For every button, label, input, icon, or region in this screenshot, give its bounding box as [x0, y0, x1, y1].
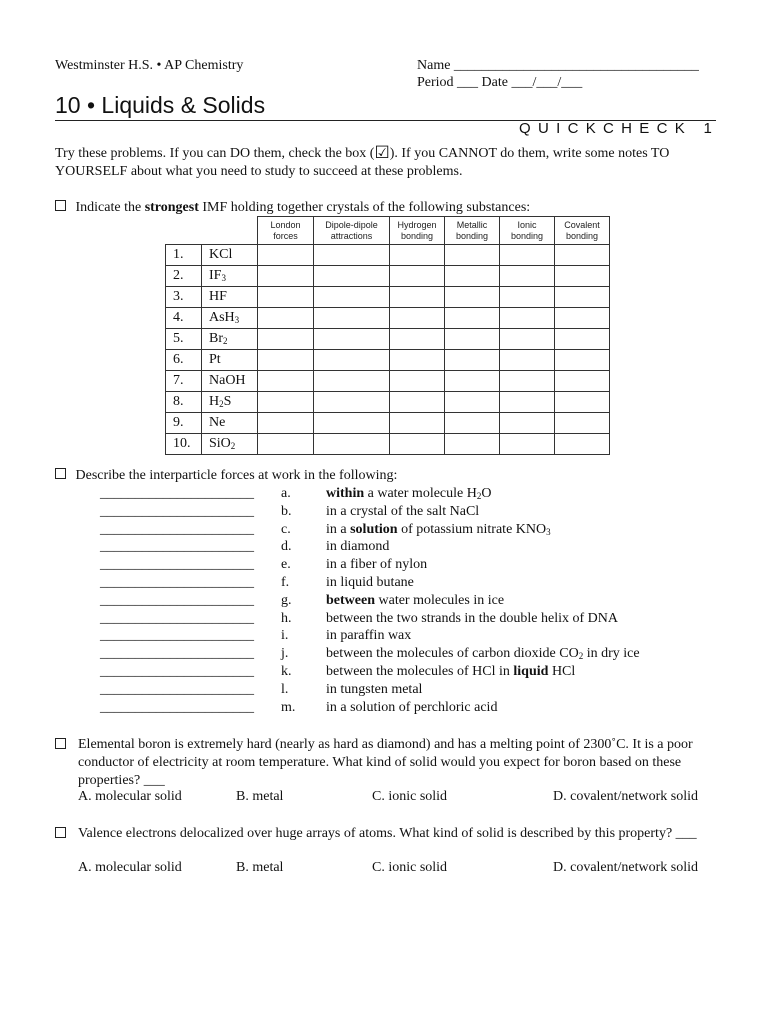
- answer-blank[interactable]: ______________________: [100, 699, 254, 715]
- row-number: 5.: [166, 329, 202, 350]
- name-field-line[interactable]: Name ___________________________________: [417, 58, 699, 73]
- row-number: 6.: [166, 350, 202, 371]
- row-number: 10.: [166, 434, 202, 455]
- substance-formula: Pt: [202, 350, 258, 371]
- answer-cell[interactable]: [555, 392, 610, 413]
- answer-cell[interactable]: [500, 308, 555, 329]
- row-number: 4.: [166, 308, 202, 329]
- col-header-dipole: Dipole-dipole attractions: [314, 217, 390, 245]
- answer-cell[interactable]: [258, 350, 314, 371]
- table-row: [166, 434, 610, 455]
- answer-cell[interactable]: [555, 245, 610, 266]
- q1-checkbox[interactable]: [55, 200, 66, 211]
- instructions-part2: ). If you CANNOT do them, write some notes TO YOURSELF about what you need to study to succeed at these problems.: [55, 146, 670, 179]
- question-1: [55, 200, 530, 216]
- item-letter: d.: [281, 539, 292, 555]
- answer-cell[interactable]: [314, 371, 390, 392]
- answer-cell[interactable]: [500, 329, 555, 350]
- table-row: [166, 266, 610, 287]
- answer-cell[interactable]: [390, 329, 445, 350]
- answer-blank[interactable]: ______________________: [100, 503, 254, 519]
- table-row: [166, 329, 610, 350]
- substance-formula: $Br_2$: [202, 329, 258, 350]
- q3-checkbox[interactable]: [55, 738, 66, 749]
- answer-cell[interactable]: [390, 245, 445, 266]
- q3-checkbox-wrap: [55, 738, 66, 754]
- table-row: [166, 371, 610, 392]
- answer-cell[interactable]: [314, 329, 390, 350]
- answer-cell[interactable]: [445, 329, 500, 350]
- substance-formula: KCl: [202, 245, 258, 266]
- answer-cell[interactable]: [390, 350, 445, 371]
- answer-cell[interactable]: [258, 287, 314, 308]
- item-text: in diamond: [326, 539, 390, 555]
- table-row: [166, 287, 610, 308]
- answer-cell[interactable]: [500, 287, 555, 308]
- substance-formula: SiO$_2$: [202, 434, 258, 455]
- answer-cell[interactable]: [445, 392, 500, 413]
- table-row: [166, 413, 610, 434]
- col-header-hydrogen: Hydrogen bonding: [390, 217, 445, 245]
- answer-blank[interactable]: ______________________: [100, 486, 254, 501]
- answer-cell[interactable]: [258, 413, 314, 434]
- checked-box-icon: ☑: [374, 143, 390, 162]
- q1-bold: strongest: [144, 200, 199, 215]
- answer-blank[interactable]: ______________________: [100, 610, 254, 626]
- answer-blank[interactable]: ______________________: [100, 539, 254, 555]
- item-letter: i.: [281, 628, 289, 644]
- answer-cell[interactable]: [555, 329, 610, 350]
- question-2: [55, 468, 397, 484]
- item-letter: e.: [281, 557, 291, 573]
- table-row: [166, 350, 610, 371]
- q4-option-d[interactable]: D. covalent/network solid: [553, 860, 699, 875]
- substance-formula: $IF_3$: [202, 266, 258, 287]
- item-letter: c.: [281, 521, 291, 537]
- item-text: in a solution of potassium nitrate $KNO_3$: [326, 521, 551, 537]
- answer-cell[interactable]: [314, 308, 390, 329]
- answer-cell[interactable]: [258, 245, 314, 266]
- row-number: 1.: [166, 245, 202, 266]
- answer-cell[interactable]: [555, 434, 610, 455]
- answer-cell[interactable]: [258, 392, 314, 413]
- answer-blank[interactable]: ______________________: [100, 681, 254, 697]
- table-row: [166, 245, 610, 266]
- answer-cell[interactable]: [390, 434, 445, 455]
- answer-blank[interactable]: ______________________: [100, 592, 254, 608]
- row-number: 3.: [166, 287, 202, 308]
- answer-cell[interactable]: [390, 266, 445, 287]
- quickcheck-label: QUICKCHECK 1: [519, 120, 720, 137]
- answer-cell[interactable]: [314, 434, 390, 455]
- q4-checkbox[interactable]: [55, 827, 66, 838]
- period-date-line[interactable]: Period ___ Date ___/___/___: [417, 75, 583, 90]
- answer-cell[interactable]: [555, 413, 610, 434]
- item-text: in paraffin wax: [326, 628, 412, 644]
- answer-cell[interactable]: [390, 308, 445, 329]
- answer-cell[interactable]: [390, 371, 445, 392]
- answer-cell[interactable]: [500, 434, 555, 455]
- substance-formula: AsH$_3$: [202, 308, 258, 329]
- substance-formula: $H_2S$: [202, 392, 258, 413]
- answer-cell[interactable]: [555, 287, 610, 308]
- answer-cell[interactable]: [445, 413, 500, 434]
- col-header-london: London forces: [258, 217, 314, 245]
- answer-cell[interactable]: [500, 266, 555, 287]
- q4-option-c[interactable]: C. ionic solid: [372, 860, 448, 875]
- answer-cell[interactable]: [445, 350, 500, 371]
- q4-option-b[interactable]: B. metal: [236, 860, 284, 875]
- substance-formula: NaOH: [202, 371, 258, 392]
- answer-blank[interactable]: ______________________: [100, 646, 254, 662]
- answer-blank[interactable]: ______________________: [100, 575, 254, 590]
- item-text: in tungsten metal: [326, 681, 423, 697]
- answer-cell[interactable]: [258, 434, 314, 455]
- q3-option-c[interactable]: C. ionic solid: [372, 789, 448, 804]
- answer-cell[interactable]: [445, 371, 500, 392]
- answer-cell[interactable]: [445, 266, 500, 287]
- item-letter: a.: [281, 486, 291, 501]
- col-header-ionic: Ionic bonding: [500, 217, 555, 245]
- instructions: [55, 145, 720, 181]
- answer-blank[interactable]: ______________________: [100, 664, 254, 679]
- answer-cell[interactable]: [314, 245, 390, 266]
- item-letter: f.: [281, 575, 290, 590]
- answer-cell[interactable]: [555, 308, 610, 329]
- answer-cell[interactable]: [258, 371, 314, 392]
- q1-suffix: IMF holding together crystals of the following substances:: [198, 200, 531, 215]
- answer-cell[interactable]: [390, 392, 445, 413]
- col-header-covalent: Covalent bonding: [555, 217, 610, 245]
- answer-cell[interactable]: [445, 287, 500, 308]
- table-row: [166, 308, 610, 329]
- answer-cell[interactable]: [500, 350, 555, 371]
- row-number: 7.: [166, 371, 202, 392]
- item-text: in a crystal of the salt NaCl: [326, 503, 480, 519]
- answer-cell[interactable]: [258, 266, 314, 287]
- item-text: in a fiber of nylon: [326, 557, 428, 573]
- answer-cell[interactable]: [445, 308, 500, 329]
- item-letter: h.: [281, 610, 292, 626]
- answer-cell[interactable]: [555, 371, 610, 392]
- substance-formula: HF: [202, 287, 258, 308]
- row-number: 9.: [166, 413, 202, 434]
- q3-option-a[interactable]: A. molecular solid: [78, 789, 182, 804]
- item-text: between the molecules of HCl in liquid HCl: [326, 664, 576, 679]
- col-header-metallic: Metallic bonding: [445, 217, 500, 245]
- substance-formula: Ne: [202, 413, 258, 434]
- q2-text: Describe the interparticle forces at work in the following:: [75, 468, 398, 483]
- page-title: 10 • Liquids & Solids: [55, 92, 266, 118]
- item-text: within a water molecule $H_2O$: [326, 486, 492, 501]
- item-letter: l.: [281, 681, 289, 697]
- q3-text: Elemental boron is extremely hard (nearly as hard as diamond) and has a melting point of 2300˚C. It is a poor conductor of electricity at room temperature. What kind of solid would you expect for boron based on these properties? ___: [78, 737, 693, 788]
- answer-cell[interactable]: [555, 350, 610, 371]
- item-text: between the molecules of carbon dioxide $CO_2$ in dry ice: [326, 646, 640, 662]
- q4-checkbox-wrap: [55, 827, 66, 843]
- answer-cell[interactable]: [314, 287, 390, 308]
- item-text: between the two strands in the double helix of DNA: [326, 610, 618, 626]
- instructions-part1: Try these problems. If you can DO them, check the box (: [55, 146, 375, 161]
- answer-cell[interactable]: [258, 329, 314, 350]
- item-letter: m.: [281, 699, 296, 715]
- q4-text: Valence electrons delocalized over huge arrays of atoms. What kind of solid is described by this property? ___: [78, 826, 697, 841]
- item-letter: g.: [281, 592, 292, 608]
- answer-cell[interactable]: [500, 371, 555, 392]
- answer-blank[interactable]: ______________________: [100, 557, 254, 573]
- school-course-label: Westminster H.S. • AP Chemistry: [55, 58, 244, 73]
- answer-blank[interactable]: ______________________: [100, 628, 254, 644]
- answer-cell[interactable]: [555, 266, 610, 287]
- answer-cell[interactable]: [314, 392, 390, 413]
- item-text: in liquid butane: [326, 575, 414, 590]
- answer-cell[interactable]: [314, 413, 390, 434]
- answer-cell[interactable]: [500, 245, 555, 266]
- row-number: 2.: [166, 266, 202, 287]
- q3-option-d[interactable]: D. covalent/network solid: [553, 789, 699, 804]
- q1-prefix: Indicate the: [75, 200, 145, 215]
- answer-cell[interactable]: [314, 266, 390, 287]
- q3-option-b[interactable]: B. metal: [236, 789, 284, 804]
- item-text: in a solution of perchloric acid: [326, 699, 498, 715]
- answer-blank[interactable]: ______________________: [100, 521, 254, 537]
- answer-cell[interactable]: [500, 413, 555, 434]
- answer-cell[interactable]: [500, 392, 555, 413]
- answer-cell[interactable]: [258, 308, 314, 329]
- answer-cell[interactable]: [390, 287, 445, 308]
- answer-cell[interactable]: [445, 434, 500, 455]
- table-row: [166, 392, 610, 413]
- answer-cell[interactable]: [314, 350, 390, 371]
- row-number: 8.: [166, 392, 202, 413]
- q2-checkbox[interactable]: [55, 468, 66, 479]
- answer-cell[interactable]: [390, 413, 445, 434]
- item-letter: b.: [281, 503, 292, 519]
- item-text: between water molecules in ice: [326, 592, 505, 608]
- item-letter: k.: [281, 664, 292, 679]
- q4-option-a[interactable]: A. molecular solid: [78, 860, 182, 875]
- item-letter: j.: [281, 646, 289, 662]
- answer-cell[interactable]: [445, 245, 500, 266]
- imf-table: [165, 216, 610, 455]
